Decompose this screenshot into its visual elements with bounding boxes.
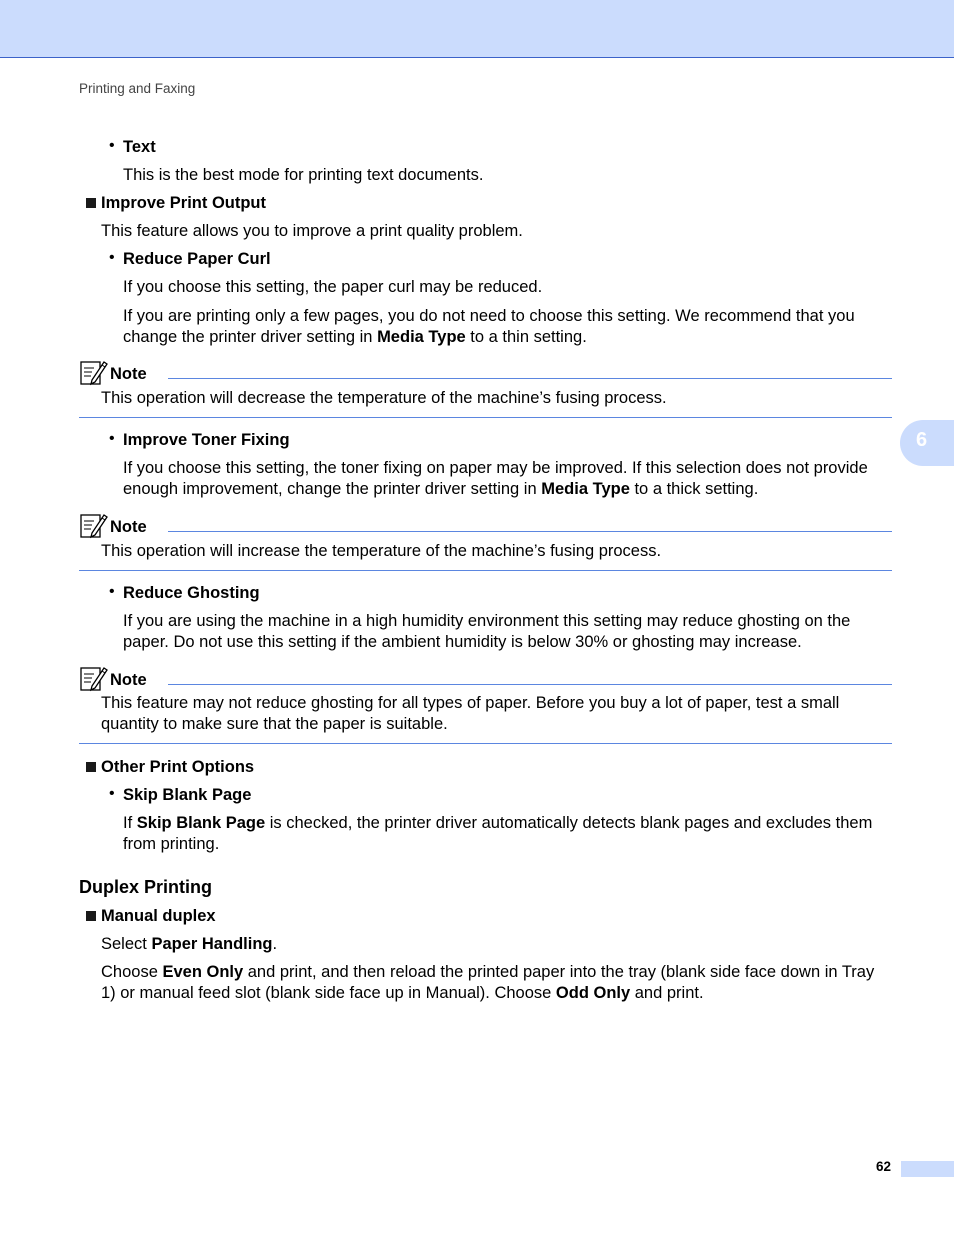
square-bullet-icon	[86, 911, 96, 921]
reduce-paper-curl-paragraph-1: If you choose this setting, the paper curl may be reduced.	[123, 278, 543, 296]
note-pencil-icon	[80, 359, 108, 386]
note-divider	[168, 531, 892, 532]
reduce-ghosting-paragraph: If you are using the machine in a high humidity environment this setting may reduce ghosting on the paper. Do not use this setting if the ambient humidity is below 30% or ghosting may increase.	[123, 612, 851, 651]
chapter-number: 6	[916, 429, 928, 451]
bullet-icon: •	[109, 583, 115, 600]
note-label: Note	[110, 365, 147, 383]
page-number-bar	[901, 1161, 954, 1177]
square-bullet-icon	[86, 198, 96, 208]
improve-toner-fixing-heading: Improve Toner Fixing	[123, 431, 290, 449]
skip-blank-page-paragraph: If Skip Blank Page is checked, the printer driver automatically detects blank pages and excludes them from printing.	[123, 814, 873, 853]
note-bottom-divider	[79, 417, 892, 418]
choose-even-odd-paragraph: Choose Even Only and print, and then reload the printed paper into the tray (blank side face down in Tray 1) or manual feed slot (blank side face up in Manual). Choose Odd Only and print.	[101, 963, 875, 1002]
bullet-icon: •	[109, 430, 115, 447]
reduce-paper-curl-paragraph-2: If you are printing only a few pages, you do not need to choose this setting. We recommend that you change the printer driver setting in Media Type to a thin setting.	[123, 307, 855, 346]
note-bottom-divider	[79, 743, 892, 744]
reduce-ghosting-heading: Reduce Ghosting	[123, 584, 260, 602]
other-print-options-heading: Other Print Options	[101, 758, 255, 776]
note-text: This feature may not reduce ghosting for all types of paper. Before you buy a lot of paper, test a small quantity to make sure that the paper is suitable.	[101, 694, 840, 733]
duplex-printing-heading: Duplex Printing	[79, 877, 213, 897]
improve-print-output-heading: Improve Print Output	[101, 194, 266, 212]
note-bottom-divider	[79, 570, 892, 571]
note-text: This operation will increase the temperature of the machine’s fusing process.	[101, 542, 662, 560]
note-label: Note	[110, 671, 147, 689]
square-bullet-icon	[86, 762, 96, 772]
improve-print-output-description: This feature allows you to improve a print quality problem.	[101, 222, 523, 240]
note-divider	[168, 684, 892, 685]
select-paper-handling-text: Select Paper Handling.	[101, 935, 278, 953]
page-number: 62	[876, 1159, 892, 1174]
note-pencil-icon	[80, 512, 108, 539]
bullet-icon: •	[109, 137, 115, 154]
manual-duplex-heading: Manual duplex	[101, 907, 216, 925]
note-label: Note	[110, 518, 147, 536]
note-text: This operation will decrease the temperature of the machine’s fusing process.	[101, 389, 667, 407]
skip-blank-page-heading: Skip Blank Page	[123, 786, 252, 804]
breadcrumb: Printing and Faxing	[79, 81, 196, 96]
text-mode-heading: Text	[123, 138, 156, 156]
text-mode-description: This is the best mode for printing text documents.	[123, 166, 484, 184]
note-divider	[168, 378, 892, 379]
page-header-bar	[0, 0, 954, 58]
improve-toner-fixing-paragraph: If you choose this setting, the toner fixing on paper may be improved. If this selection does not provide enough improvement, change the printer driver setting in Media Type to a thick setting.	[123, 459, 868, 498]
bullet-icon: •	[109, 785, 115, 802]
note-pencil-icon	[80, 665, 108, 692]
bullet-icon: •	[109, 249, 115, 266]
chapter-tab	[900, 420, 954, 466]
reduce-paper-curl-heading: Reduce Paper Curl	[123, 250, 271, 268]
